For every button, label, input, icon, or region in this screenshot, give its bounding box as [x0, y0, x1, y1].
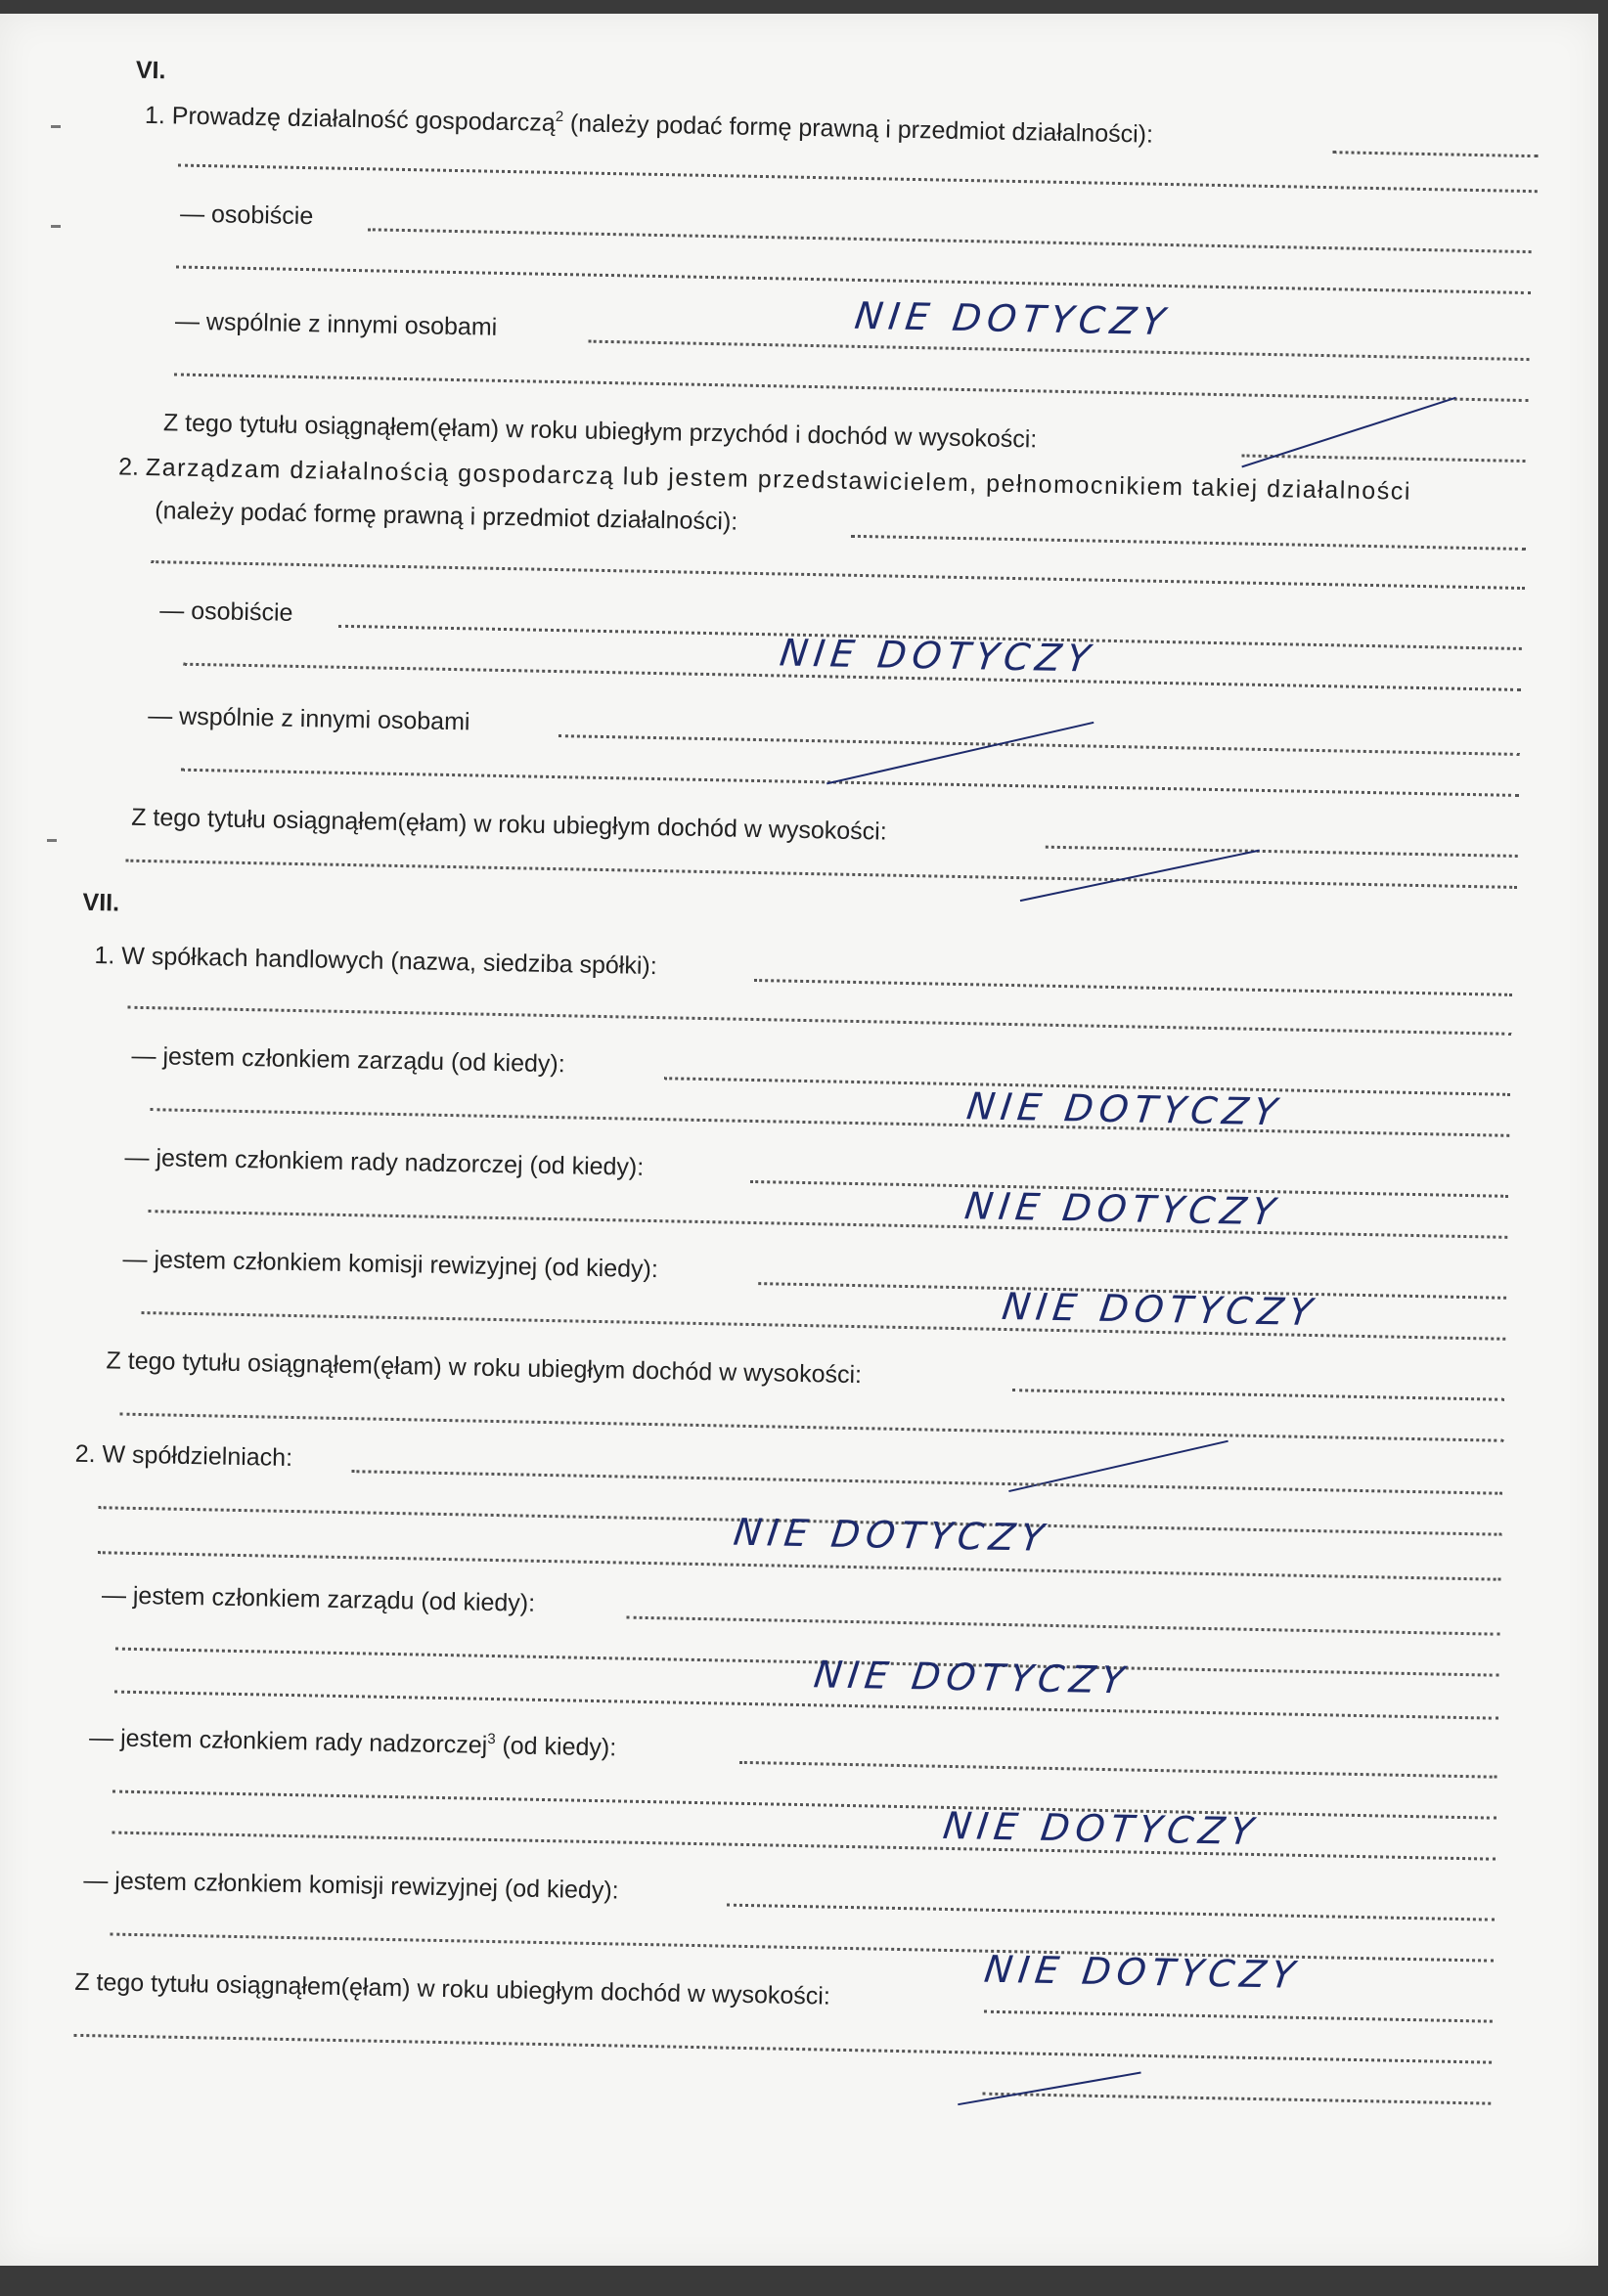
- handwritten-answer: NIE DOTYCZY: [964, 1084, 1285, 1134]
- vii-komisja2-label: — jestem członkiem komisji rewizyjnej (od kiedy):: [83, 1866, 619, 1905]
- fill-line[interactable]: [73, 2034, 1492, 2064]
- handwritten-answer: NIE DOTYCZY: [1000, 1284, 1320, 1335]
- fill-line[interactable]: [558, 734, 1520, 756]
- handwritten-answer: NIE DOTYCZY: [777, 631, 1098, 681]
- fill-line[interactable]: [851, 535, 1526, 551]
- vi-q1-number: 1.: [144, 101, 166, 130]
- fill-line[interactable]: [1012, 1389, 1504, 1401]
- fill-line[interactable]: [351, 1470, 1502, 1495]
- footnote-2: 2: [555, 108, 564, 126]
- vii-q2-number: 2.: [74, 1439, 96, 1469]
- fill-line[interactable]: [127, 1006, 1511, 1036]
- fill-line[interactable]: [1333, 151, 1539, 157]
- vi-income-2: Z tego tytułu osiągnąłem(ęłam) w roku ubiegłym dochód w wysokości:: [130, 803, 887, 846]
- fill-line[interactable]: [727, 1904, 1495, 1921]
- fill-line[interactable]: [112, 1832, 1496, 1861]
- handwritten-answer: NIE DOTYCZY: [982, 1947, 1303, 1997]
- fill-line[interactable]: [98, 1551, 1501, 1581]
- vii-zarzad-label: — jestem członkiem zarządu (od kiedy):: [131, 1041, 565, 1079]
- fill-line[interactable]: [984, 2010, 1493, 2023]
- fill-line[interactable]: [368, 228, 1532, 253]
- vi-q1-text: Prowadzę działalność gospodarczą: [171, 102, 556, 137]
- vi-wspolnie-label: — wspólnie z innymi osobami: [174, 307, 498, 341]
- vi-question-1: [145, 101, 1154, 150]
- fill-line[interactable]: [627, 1616, 1500, 1636]
- vii-komisja-label: — jestem członkiem komisji rewizyjnej (od kiedy):: [122, 1245, 659, 1284]
- handwritten-answer: NIE DOTYCZY: [962, 1184, 1283, 1234]
- fill-line[interactable]: [176, 266, 1531, 295]
- vii-rada2-label: [89, 1723, 617, 1762]
- vii-rada2-text: — jestem członkiem rady nadzorczej: [88, 1724, 488, 1759]
- vi-wspolnie2-label: — wspólnie z innymi osobami: [147, 702, 470, 736]
- vi-q2-number: 2.: [117, 453, 140, 481]
- fill-line[interactable]: [148, 1210, 1507, 1239]
- fill-line[interactable]: [589, 340, 1530, 361]
- vii-income-2: Z tego tytułu osiągnąłem(ęłam) w roku ubiegłym dochód w wysokości:: [74, 1967, 831, 2010]
- vii-rada-label: — jestem członkiem rady nadzorczej (od kiedy):: [124, 1143, 645, 1181]
- vii-question-2: [74, 1439, 292, 1473]
- vi-q2-line2: (należy podać formę prawną i przedmiot działalności):: [155, 497, 738, 536]
- fill-line[interactable]: [1242, 454, 1526, 463]
- ink-strike: [826, 722, 1094, 784]
- section-vi-heading: VI.: [135, 56, 166, 85]
- fill-line[interactable]: [151, 560, 1525, 590]
- handwritten-answer: NIE DOTYCZY: [731, 1510, 1052, 1560]
- fill-line[interactable]: [754, 979, 1512, 996]
- vi-income-1: Z tego tytułu osiągnąłem(ęłam) w roku ubiegłym przychód i dochód w wysokości:: [162, 409, 1038, 454]
- ink-strike: [958, 2072, 1141, 2106]
- vii-zarzad2-label: — jestem członkiem zarządu (od kiedy):: [101, 1581, 536, 1617]
- vii-q1-text: W spółkach handlowych (nazwa, siedziba spółki):: [121, 942, 657, 981]
- fill-line[interactable]: [150, 1108, 1509, 1137]
- fill-line[interactable]: [178, 164, 1538, 194]
- fill-line[interactable]: [181, 769, 1519, 797]
- ink-strike: [1020, 850, 1260, 903]
- form-content: [0, 14, 1598, 2296]
- fill-line[interactable]: [120, 1413, 1504, 1442]
- handwritten-answer: NIE DOTYCZY: [940, 1803, 1262, 1854]
- fill-line[interactable]: [174, 373, 1529, 402]
- vii-q1-number: 1.: [94, 942, 115, 970]
- fill-line[interactable]: [114, 1691, 1498, 1720]
- vii-question-1: [94, 941, 657, 981]
- footnote-3: 3: [487, 1730, 496, 1748]
- vi-osobiscie2-label: — osobiście: [159, 596, 293, 627]
- vii-income-1: Z tego tytułu osiągnąłem(ęłam) w roku ubiegłym dochód w wysokości:: [106, 1347, 863, 1390]
- fill-line[interactable]: [115, 1648, 1499, 1677]
- vi-osobiscie-label: — osobiście: [179, 199, 314, 231]
- fill-line[interactable]: [112, 1790, 1496, 1820]
- vi-q1-rest: (należy podać formę prawną i przedmiot działalności):: [562, 110, 1154, 149]
- fill-line[interactable]: [982, 2093, 1491, 2105]
- vii-q2-text: W spółdzielniach:: [102, 1440, 293, 1473]
- fill-line[interactable]: [739, 1761, 1497, 1779]
- vi-q2-line1: Zarządzam działalnością gospodarczą lub jestem przedstawicielem, pełnomocnikiem takiej działalności: [145, 453, 1412, 506]
- handwritten-answer: NIE DOTYCZY: [852, 293, 1174, 343]
- fill-line[interactable]: [1046, 846, 1518, 858]
- handwritten-answer: NIE DOTYCZY: [811, 1653, 1133, 1702]
- section-vii-heading: VII.: [82, 888, 120, 917]
- fill-line[interactable]: [125, 860, 1517, 889]
- form-page: [0, 14, 1598, 2266]
- vii-rada2-tail: (od kiedy):: [495, 1732, 617, 1762]
